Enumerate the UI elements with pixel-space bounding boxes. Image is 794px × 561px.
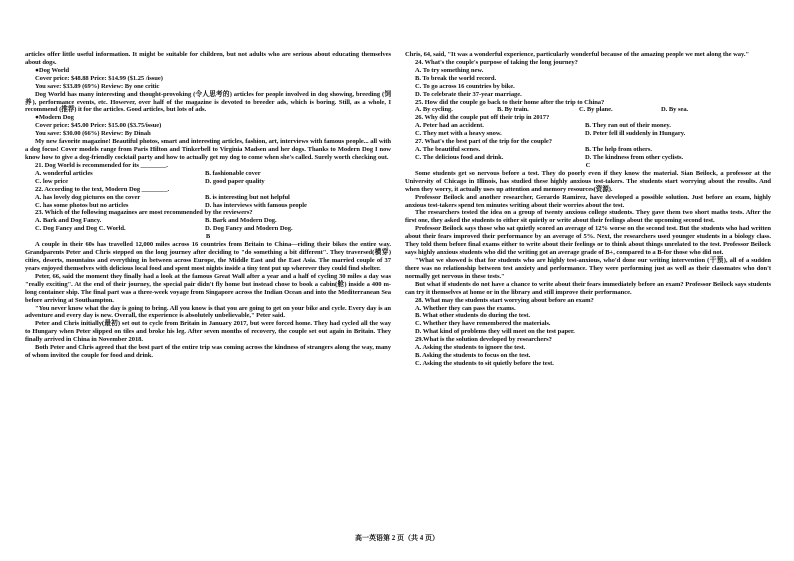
question-26-options-row2 xyxy=(405,130,771,138)
option-a[interactable]: A. Bark and Dog Fancy. xyxy=(35,217,102,225)
option-d[interactable]: D. Peter fell ill suddenly in Hungary. xyxy=(585,130,686,138)
option-b[interactable]: B. Asking the students to focus on the test. xyxy=(415,352,531,360)
option-a[interactable]: A. has lovely dog pictures on the cover xyxy=(35,193,141,201)
option-d[interactable]: D. Dog Fancy and Modern Dog. xyxy=(205,225,293,233)
option-c[interactable]: C. The delicious food and drink. xyxy=(415,153,504,161)
modern-dog-review: My new favorite magazine! Beautiful photos, smart and interesting articles, fashion, art, interviews with famous people... all with a dog focus! Cover models range from Paris Hilton and Tinkerbell to Virginia Madsen and her dogs. Thanks to Modern Dog I now know how to give a dog-friendly cocktail party and how to actually get my dog to come when she's called. Surely worth checking out. xyxy=(25,138,391,161)
option-c[interactable]: C. Asking the students to sit quietly before the test. xyxy=(415,359,554,367)
question-25-stem: 25. How did the couple go back to their home after the trip to China? xyxy=(415,98,605,106)
passage-c-paragraph-1: Some students get so nervous before a test. They do poorly even if they know the material. Sian Beilock, a professor at the University of Chicago in Illinois, has studied these highly anxious test-takers. The students start worrying about the results. And when they worry, it actually uses up attention and memory resources(资源). xyxy=(405,169,771,193)
question-23-options-row1 xyxy=(25,217,391,225)
modern-dog-name: ●Modern Dog xyxy=(35,114,74,122)
option-b[interactable]: B. Bark and Modern Dog. xyxy=(205,217,277,225)
option-a[interactable]: A. Peter had an accident. xyxy=(415,122,484,130)
question-22-stem: 22. According to the text, Modern Dog ________. xyxy=(35,185,170,193)
passage-b-paragraph-4: Peter and Chris initially(最初) set out to cycle from Britain in January 2017, but were forced home. They had cycled all the way to Hungary when Peter slipped on tiles and broke his leg. After seven months of recovery, the couple set out again in Britain. They finally arrived in China in November 2018. xyxy=(25,320,391,344)
option-d[interactable]: D. has interviews with famous people xyxy=(205,201,307,209)
passage-b-paragraph-3: "You never know what the day is going to bring. All you know is that you are going to get on your bike and cycle. Every day is an adventure and every day is new. Overall, the experience is absolutely unbelievable," Peter said. xyxy=(25,304,391,320)
question-27-options-row1 xyxy=(405,146,771,154)
two-column-layout xyxy=(25,51,772,368)
option-b[interactable]: B. By train. xyxy=(497,106,529,114)
option-a[interactable]: A. By cycling. xyxy=(415,106,453,114)
option-c[interactable]: C. low price xyxy=(35,177,69,185)
option-d[interactable]: D. good paper quality xyxy=(205,177,265,185)
passage-c-paragraph-4: Professor Beilock says those who sat quietly scored an average of 12% worse on the second test. But the students who had written about their fears improved their performance by an average of 5%. Next, the researchers used younger students in a biology class. They told them before final exams either to write about their feelings or to think about things unrelated to the test. Professor Beilock says highly anxious students who did the writing got an average grade of B+, compared to a B-for those who did not. xyxy=(405,225,771,257)
option-b[interactable]: B. The help from others. xyxy=(585,146,652,154)
modern-dog-save: You save: $30.00 (66%) Review: By Dinah xyxy=(35,130,151,138)
question-22-options-row2 xyxy=(25,202,391,210)
option-c[interactable]: C. They met with a heavy snow. xyxy=(415,130,502,138)
question-23-stem: 23. Which of the following magazines are most recommended by the reviewers? xyxy=(35,209,253,217)
option-d[interactable]: D. By sea. xyxy=(661,106,689,114)
question-26-options-row1 xyxy=(405,122,771,130)
passage-c-paragraph-3: The researchers tested the idea on a group of twenty anxious college students. They gave them two short maths tests. After the first one, they asked the students to either sit quietly or write about their feelings about the upcoming second test. xyxy=(405,209,771,225)
modern-dog-price: Cover price: $45.00 Price: $15.00 ($3.75/issue) xyxy=(35,122,162,130)
passage-c-paragraph-5: "What we showed is that for students who are highly test-anxious, who'd done our writing intervention (干预), all of a sudden there was no relationship between test anxiety and performance. They were performing just as well as their classmates who don't normally get nervous in these tests." xyxy=(405,256,771,280)
question-26-stem: 26. Why did the couple put off their trip in 2017? xyxy=(415,114,550,122)
dog-world-price: Cover price: $48.88 Price: $14.99 ($1.25 /issue) xyxy=(35,74,163,82)
section-c-heading: C xyxy=(585,161,591,169)
option-b[interactable]: B. fashionable cover xyxy=(205,169,261,177)
passage-b-paragraph-2: Peter, 66, said the moment they finally had a look at the famous Great Wall after a year and a half of cycling 30 miles a day was "really exciting". At the end of their journey, the special pair didn't fly home but instead chose to book a cabin(舱) inside a 400 m-long container ship. The final part was a three-week voyage from Singapore across the Indian Ocean and into the Mediterranean Sea before arriving at Southampton. xyxy=(25,272,391,304)
passage-b-paragraph-5: Both Peter and Chris agreed that the best part of the entire trip was coming across the kindness of strangers along the way, many of whom invited the couple for food and drink. xyxy=(25,344,391,360)
right-column xyxy=(405,51,771,368)
option-c[interactable]: C. By plane. xyxy=(579,106,613,114)
option-c[interactable]: C. has some photos but no articles xyxy=(35,201,129,209)
dog-world-review: Dog World has many interesting and thought-provoking (令人思考的) articles for people involved in dog showing, breeding (饲养), performance events, etc. However, over half of the magazine is devoted to breeder ads, which is boring. Still, as a whole, I recommend (推荐) it for the articles. Good articles, but lots of ads. xyxy=(25,90,391,114)
question-21-options-row2 xyxy=(25,178,391,186)
option-b[interactable]: B. They ran out of their money. xyxy=(585,122,671,130)
left-column xyxy=(25,51,391,368)
option-a[interactable]: A. Asking the students to ignore the test. xyxy=(415,344,526,352)
passage-c-paragraph-2: Professor Beilock and another researcher, Gerardo Ramirez, have developed a possible solution. Just before an exam, highly anxious test-takers spend ten minutes writing about their worries about the test. xyxy=(405,193,771,209)
section-b-heading: B xyxy=(205,233,211,241)
option-c[interactable]: C. Dog Fancy and Dog C. World. xyxy=(35,225,126,233)
option-a[interactable]: A. wonderful articles xyxy=(35,169,93,177)
passage-a-continuation: articles offer little useful information. It might be suitable for children, but not adults who are serious about educating themselves about dogs. xyxy=(25,51,391,66)
option-d[interactable]: D. What kind of problems they will meet on the test paper. xyxy=(415,328,575,336)
option-b[interactable]: B. is interesting but not helpful xyxy=(205,193,290,201)
question-27-options-row2 xyxy=(405,154,771,162)
option-d[interactable]: D. To celebrate their 37-year marriage. xyxy=(415,90,522,98)
passage-b-paragraph-1: A couple in their 60s has travelled 12,000 miles across 16 countries from Britain to China—riding their bikes the entire way. Grandparents Peter and Chris stepped on the long journey after deciding to "do something a bit different". They traversed(横穿) cities, deserts, mountains and everything in between across Europe, the Middle East and the East Asia. The married couple of 37 years enjoyed themselves with delicious local food and spent most nights inside a tiny tent put up wherever they could find shelter. xyxy=(25,241,391,272)
question-21-stem: 21. Dog World is recommended for its ________. xyxy=(35,161,168,169)
option-c[interactable]: C. To go across 16 countries by bike. xyxy=(415,82,515,90)
option-a[interactable]: A. Whether they can pass the exams. xyxy=(415,304,516,312)
question-21-options-row1 xyxy=(25,170,391,178)
option-d[interactable]: D. The kindness from other cyclists. xyxy=(585,153,684,161)
dog-world-save: You save: $33.89 (69%) Review: By one critic xyxy=(35,82,160,90)
question-25-options xyxy=(405,106,771,114)
option-a[interactable]: A. The beautiful scenes. xyxy=(415,146,481,154)
passage-b-quote: Chris, 64, said, "It was a wonderful experience, particularly wonderful because of the amazing people we met along the way." xyxy=(405,51,750,58)
question-29-stem: 29.What is the solution developed by researchers? xyxy=(415,336,552,344)
option-a[interactable]: A. To try something new. xyxy=(415,66,484,74)
option-b[interactable]: B. What other students do during the test. xyxy=(415,312,530,320)
passage-c-paragraph-6: But what if students do not have a chance to write about their fears immediately before an exam? Professor Beilock says students can try it themselves at home or in the library and still improve their performance. xyxy=(405,280,771,296)
question-28-stem: 28. What may the students start worrying about before an exam? xyxy=(415,296,594,304)
dog-world-name: ●Dog World xyxy=(35,66,70,74)
option-b[interactable]: B. To break the world record. xyxy=(415,74,497,82)
option-c[interactable]: C. Whether they have remembered the materials. xyxy=(415,320,551,328)
page-footer: 高一英语第 2 页（共 4 页） xyxy=(355,534,439,542)
question-27-stem: 27. What's the best part of the trip for the couple? xyxy=(415,138,552,146)
question-24-stem: 24. What's the couple's purpose of taking the long journey? xyxy=(415,58,578,66)
question-23-options-row2 xyxy=(25,225,391,233)
question-22-options-row1 xyxy=(25,194,391,202)
